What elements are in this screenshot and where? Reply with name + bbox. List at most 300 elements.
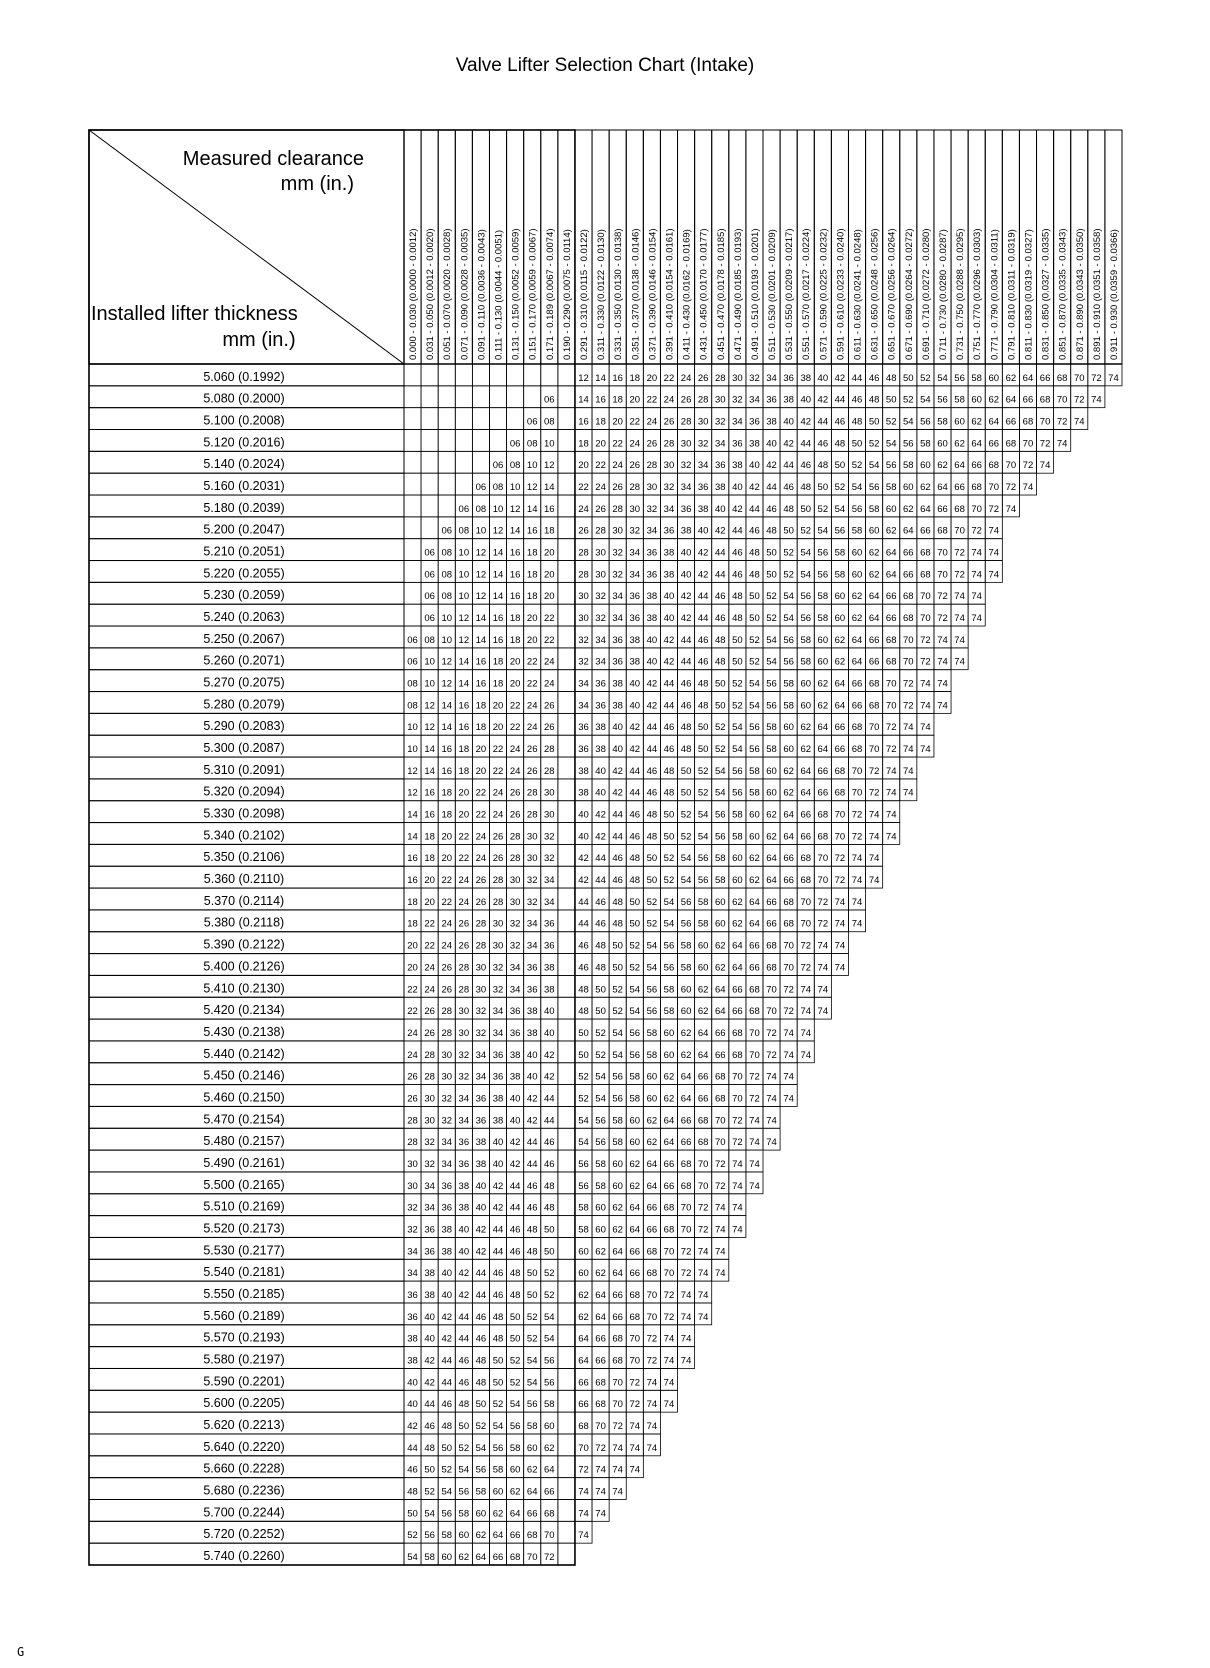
lifter-number: 74	[954, 656, 965, 668]
lifter-number: 12	[458, 634, 470, 646]
lifter-number: 56	[526, 1399, 538, 1411]
clearance-range-label: 0.791 - 0.810 (0.0311 - 0.0319)	[1006, 229, 1018, 360]
lifter-number: 60	[629, 1137, 641, 1149]
lifter-thickness-label: 5.200 (0.2047)	[203, 522, 285, 537]
lifter-number: 74	[629, 1420, 641, 1432]
lifter-number: 54	[475, 1442, 487, 1454]
lifter-number: 22	[595, 460, 606, 472]
lifter-number: 22	[544, 634, 555, 646]
lifter-number: 74	[578, 1508, 589, 1520]
lifter-number: 58	[766, 722, 777, 734]
lifter-number: 66	[1022, 394, 1034, 406]
lifter-thickness-label: 5.260 (0.2071)	[203, 653, 285, 668]
lifter-number: 66	[663, 1180, 675, 1192]
lifter-number: 50	[629, 918, 641, 930]
lifter-number: 66	[817, 787, 829, 799]
lifter-number: 06	[458, 503, 470, 515]
lifter-number: 46	[680, 678, 692, 690]
lifter-number: 74	[766, 1071, 777, 1083]
lifter-number: 38	[407, 1333, 418, 1345]
lifter-number: 58	[697, 918, 709, 930]
lifter-number: 58	[817, 613, 829, 625]
lifter-number: 30	[595, 547, 606, 559]
lifter-thickness-label: 5.460 (0.2150)	[203, 1090, 285, 1105]
lifter-number: 40	[475, 1202, 487, 1214]
lifter-number: 10	[441, 634, 453, 646]
lifter-number: 34	[458, 1115, 470, 1127]
lifter-number: 74	[680, 1355, 692, 1367]
lifter-number: 70	[920, 591, 931, 603]
lifter-number: 72	[988, 503, 1000, 515]
lifter-number: 66	[714, 1049, 726, 1061]
lifter-number: 70	[937, 569, 948, 581]
lifter-number: 36	[646, 569, 658, 581]
lifter-number: 54	[544, 1311, 555, 1323]
lifter-number: 40	[680, 547, 692, 559]
lifter-number: 62	[783, 787, 794, 799]
lifter-thickness-label: 5.590 (0.2201)	[203, 1374, 285, 1389]
lifter-number: 34	[732, 416, 743, 428]
lifter-number: 18	[526, 547, 538, 559]
lifter-number: 36	[766, 394, 777, 406]
clearance-range-label: 0.591 - 0.610 (0.0233 - 0.0240)	[835, 228, 847, 360]
lifter-number: 58	[680, 962, 692, 974]
lifter-number: 52	[714, 722, 726, 734]
lifter-number: 14	[492, 547, 504, 559]
lifter-number: 50	[714, 700, 726, 712]
lifter-number: 40	[595, 765, 606, 777]
lifter-number: 74	[578, 1530, 589, 1542]
lifter-number: 74	[851, 875, 863, 887]
lifter-number: 74	[988, 525, 1000, 537]
lifter-number: 08	[407, 700, 418, 712]
lifter-number: 66	[663, 1158, 675, 1170]
lifter-number: 18	[492, 656, 504, 668]
lifter-number: 38	[595, 744, 606, 756]
lifter-number: 70	[800, 918, 812, 930]
lifter-number: 18	[526, 591, 538, 603]
lifter-number: 30	[526, 853, 538, 865]
lifter-number: 74	[851, 896, 863, 908]
lifter-thickness-label: 5.570 (0.2193)	[203, 1330, 285, 1345]
lifter-number: 40	[509, 1115, 521, 1127]
lifter-number: 18	[441, 809, 453, 821]
lifter-number: 44	[783, 460, 794, 472]
lifter-number: 26	[646, 438, 658, 450]
lifter-number: 66	[766, 896, 777, 908]
lifter-number: 46	[509, 1224, 521, 1236]
lifter-number: 18	[492, 678, 504, 690]
lifter-number: 68	[783, 896, 794, 908]
lifter-number: 26	[441, 984, 453, 996]
lifter-number: 60	[937, 438, 948, 450]
lifter-number: 48	[595, 962, 606, 974]
lifter-number: 64	[988, 416, 1000, 428]
lifter-number: 28	[595, 525, 606, 537]
lifter-number: 50	[612, 940, 623, 952]
clearance-range-label: 0.000 - 0.030 (0.0000 - 0.0012)	[408, 228, 420, 360]
lifter-number: 34	[509, 984, 521, 996]
lifter-number: 40	[492, 1158, 504, 1170]
grid-cell	[404, 539, 421, 561]
lifter-number: 16	[492, 634, 504, 646]
lifter-number: 56	[749, 722, 760, 734]
lifter-number: 36	[680, 503, 692, 515]
lifter-number: 38	[646, 591, 658, 603]
lifter-number: 26	[492, 853, 504, 865]
lifter-number: 36	[646, 547, 658, 559]
grid-cell	[472, 408, 489, 430]
lifter-number: 56	[868, 482, 880, 494]
lifter-number: 72	[646, 1355, 658, 1367]
lifter-number: 54	[817, 525, 829, 537]
lifter-number: 72	[612, 1420, 623, 1432]
lifter-number: 70	[1005, 460, 1017, 472]
lifter-number: 72	[1005, 482, 1017, 494]
lifter-number: 70	[954, 525, 965, 537]
lifter-number: 50	[578, 1027, 589, 1039]
lifter-number: 44	[526, 1158, 538, 1170]
lifter-number: 36	[612, 656, 623, 668]
clearance-range-label: 0.071 - 0.090 (0.0028 - 0.0035)	[459, 228, 471, 360]
lifter-number: 24	[424, 962, 435, 974]
lifter-number: 70	[697, 1158, 709, 1170]
lifter-thickness-label: 5.120 (0.2016)	[203, 435, 285, 450]
lifter-number: 42	[783, 438, 794, 450]
grid-cell	[558, 1128, 575, 1150]
grid-cell	[558, 801, 575, 823]
lifter-number: 46	[475, 1311, 487, 1323]
lifter-number: 12	[424, 700, 435, 712]
lifter-number: 16	[424, 809, 435, 821]
lifter-number: 44	[475, 1289, 487, 1301]
grid-cell	[489, 364, 506, 386]
lifter-thickness-label: 5.740 (0.2260)	[203, 1549, 285, 1563]
lifter-thickness-label: 5.680 (0.2236)	[203, 1483, 285, 1498]
lifter-number: 48	[612, 896, 623, 908]
lifter-number: 44	[424, 1399, 435, 1411]
lifter-number: 36	[441, 1202, 453, 1214]
lifter-number: 54	[766, 634, 777, 646]
lifter-number: 36	[526, 984, 538, 996]
lifter-number: 70	[1056, 394, 1068, 406]
lifter-thickness-label: 5.160 (0.2031)	[203, 479, 285, 494]
lifter-number: 14	[407, 831, 418, 843]
lifter-number: 32	[749, 372, 760, 384]
lifter-number: 34	[475, 1049, 487, 1061]
clearance-range-label: 0.491 - 0.510 (0.0193 - 0.0201)	[749, 228, 761, 360]
lifter-number: 42	[441, 1311, 453, 1323]
lifter-number: 10	[424, 656, 435, 668]
lifter-number: 74	[903, 722, 914, 734]
lifter-number: 06	[526, 416, 538, 428]
lifter-number: 74	[817, 984, 829, 996]
lifter-number: 28	[475, 940, 487, 952]
lifter-number: 70	[663, 1246, 675, 1258]
lifter-number: 38	[578, 765, 589, 777]
lifter-number: 74	[697, 1311, 709, 1323]
lifter-number: 26	[544, 700, 555, 712]
lifter-number: 40	[424, 1311, 435, 1323]
lifter-number: 62	[680, 1027, 692, 1039]
clearance-range-label: 0.351 - 0.370 (0.0138 - 0.0146)	[630, 228, 642, 360]
lifter-number: 62	[937, 460, 948, 472]
lifter-number: 26	[663, 416, 675, 428]
clearance-range-label: 0.651 - 0.670 (0.0256 - 0.0264)	[886, 228, 898, 360]
lifter-number: 56	[458, 1486, 470, 1498]
lifter-number: 66	[868, 634, 880, 646]
lifter-number: 06	[475, 482, 487, 494]
lifter-number: 74	[595, 1486, 606, 1498]
lifter-number: 74	[920, 722, 931, 734]
lifter-number: 62	[749, 853, 760, 865]
lifter-number: 20	[526, 634, 538, 646]
lifter-number: 74	[732, 1202, 743, 1214]
lifter-number: 60	[595, 1224, 606, 1236]
grid-cell	[558, 932, 575, 954]
grid-cell	[558, 713, 575, 735]
grid-cell	[558, 757, 575, 779]
lifter-number: 64	[766, 853, 777, 865]
lifter-number: 58	[834, 569, 846, 581]
lifter-number: 28	[509, 853, 521, 865]
lifter-number: 42	[526, 1115, 538, 1127]
lifter-number: 46	[663, 744, 675, 756]
lifter-number: 62	[595, 1246, 606, 1258]
lifter-number: 72	[920, 634, 931, 646]
lifter-number: 64	[697, 1027, 709, 1039]
lifter-number: 44	[595, 853, 606, 865]
lifter-number: 50	[424, 1464, 435, 1476]
lifter-number: 18	[424, 853, 435, 865]
clearance-range-label: 0.571 - 0.590 (0.0225 - 0.0232)	[818, 228, 830, 360]
lifter-number: 40	[578, 831, 589, 843]
lifter-number: 74	[937, 634, 948, 646]
lifter-number: 38	[526, 1006, 538, 1018]
lifter-number: 28	[526, 787, 538, 799]
lifter-number: 60	[578, 1246, 589, 1258]
lifter-number: 64	[800, 765, 812, 777]
lifter-number: 14	[407, 809, 418, 821]
grid-cell	[455, 451, 472, 473]
lifter-number: 66	[612, 1311, 623, 1323]
lifter-number: 68	[646, 1246, 658, 1258]
lifter-number: 54	[663, 896, 675, 908]
lifter-thickness-label: 5.450 (0.2146)	[203, 1068, 285, 1083]
lifter-number: 72	[680, 1268, 692, 1280]
lifter-number: 58	[646, 1027, 658, 1039]
lifter-number: 66	[749, 962, 760, 974]
lifter-number: 46	[492, 1268, 504, 1280]
lifter-number: 54	[697, 831, 709, 843]
lifter-number: 62	[749, 875, 760, 887]
lifter-number: 68	[714, 1071, 726, 1083]
lifter-number: 66	[834, 744, 846, 756]
lifter-number: 50	[595, 1006, 606, 1018]
lifter-number: 68	[595, 1377, 606, 1389]
lifter-number: 54	[834, 503, 846, 515]
lifter-number: 14	[492, 591, 504, 603]
lifter-number: 50	[868, 416, 880, 428]
lifter-number: 28	[697, 394, 709, 406]
lifter-number: 44	[509, 1202, 521, 1214]
lifter-number: 32	[646, 503, 658, 515]
lifter-number: 16	[509, 591, 521, 603]
lifter-number: 56	[920, 416, 931, 428]
lifter-number: 62	[954, 438, 965, 450]
measured-clearance-unit: mm (in.)	[280, 173, 354, 195]
lifter-number: 62	[783, 765, 794, 777]
grid-cell	[558, 582, 575, 604]
lifter-number: 56	[544, 1377, 555, 1389]
grid-cell	[524, 386, 541, 408]
lifter-thickness-label: 5.500 (0.2165)	[203, 1177, 285, 1192]
lifter-number: 50	[834, 460, 846, 472]
lifter-number: 16	[475, 656, 487, 668]
lifter-number: 20	[646, 372, 658, 384]
clearance-range-label: 0.871 - 0.890 (0.0343 - 0.0350)	[1074, 228, 1086, 360]
lifter-number: 46	[578, 962, 589, 974]
lifter-number: 44	[629, 787, 641, 799]
installed-thickness-label: Installed lifter thickness	[91, 303, 298, 325]
lifter-number: 40	[680, 569, 692, 581]
lifter-number: 38	[458, 1180, 470, 1192]
lifter-number: 36	[783, 372, 794, 384]
clearance-range-label: 0.311 - 0.330 (0.0122 - 0.0130)	[596, 229, 608, 360]
lifter-number: 64	[629, 1224, 641, 1236]
lifter-number: 68	[595, 1399, 606, 1411]
lifter-number: 22	[424, 918, 435, 930]
lifter-number: 58	[732, 831, 743, 843]
lifter-number: 52	[492, 1399, 504, 1411]
lifter-number: 28	[544, 744, 555, 756]
lifter-number: 70	[766, 984, 777, 996]
lifter-thickness-label: 5.180 (0.2039)	[203, 500, 285, 515]
lifter-number: 44	[646, 722, 658, 734]
lifter-number: 38	[544, 962, 555, 974]
lifter-number: 54	[920, 394, 931, 406]
installed-thickness-unit: mm (in.)	[222, 329, 296, 351]
grid-cell	[558, 473, 575, 495]
lifter-number: 44	[441, 1377, 453, 1389]
lifter-number: 54	[663, 918, 675, 930]
lifter-number: 20	[458, 787, 470, 799]
lifter-number: 26	[680, 394, 692, 406]
lifter-number: 34	[629, 547, 641, 559]
lifter-number: 32	[475, 1006, 487, 1018]
lifter-number: 68	[663, 1224, 675, 1236]
lifter-number: 70	[526, 1552, 538, 1563]
lifter-number: 74	[834, 918, 846, 930]
lifter-number: 44	[612, 831, 623, 843]
lifter-number: 56	[475, 1464, 487, 1476]
lifter-number: 60	[766, 765, 777, 777]
lifter-number: 50	[407, 1508, 418, 1520]
lifter-number: 38	[646, 613, 658, 625]
lifter-number: 42	[441, 1333, 453, 1345]
lifter-number: 64	[629, 1202, 641, 1214]
lifter-number: 42	[766, 460, 777, 472]
lifter-number: 74	[868, 831, 880, 843]
grid-cell	[558, 626, 575, 648]
lifter-number: 36	[629, 591, 641, 603]
lifter-number: 62	[629, 1158, 641, 1170]
lifter-number: 38	[441, 1246, 453, 1258]
lifter-number: 16	[578, 416, 589, 428]
lifter-number: 34	[424, 1202, 435, 1214]
lifter-number: 10	[509, 482, 521, 494]
lifter-number: 66	[629, 1246, 641, 1258]
grid-cell	[558, 735, 575, 757]
lifter-number: 34	[646, 525, 658, 537]
lifter-thickness-label: 5.540 (0.2181)	[203, 1265, 285, 1280]
lifter-number: 68	[937, 525, 948, 537]
lifter-thickness-label: 5.080 (0.2000)	[203, 391, 285, 406]
lifter-number: 48	[629, 875, 641, 887]
lifter-number: 42	[680, 613, 692, 625]
lifter-number: 36	[595, 678, 606, 690]
lifter-number: 54	[407, 1552, 418, 1563]
lifter-number: 14	[509, 525, 521, 537]
lifter-number: 52	[697, 787, 709, 799]
lifter-number: 30	[424, 1115, 435, 1127]
lifter-number: 12	[441, 678, 453, 690]
lifter-number: 66	[834, 722, 846, 734]
lifter-number: 66	[732, 984, 743, 996]
grid-cell	[558, 408, 575, 430]
lifter-number: 18	[509, 613, 521, 625]
lifter-number: 34	[697, 460, 709, 472]
lifter-number: 34	[766, 372, 777, 384]
lifter-number: 74	[646, 1399, 658, 1411]
lifter-number: 72	[697, 1202, 709, 1214]
lifter-number: 18	[407, 918, 418, 930]
lifter-number: 14	[458, 678, 470, 690]
lifter-number: 62	[544, 1442, 555, 1454]
lifter-number: 10	[475, 525, 487, 537]
lifter-number: 62	[834, 656, 846, 668]
lifter-number: 60	[749, 809, 760, 821]
lifter-number: 22	[458, 853, 470, 865]
lifter-number: 64	[868, 613, 880, 625]
lifter-number: 56	[578, 1180, 589, 1192]
lifter-number: 58	[424, 1552, 435, 1563]
lifter-number: 64	[578, 1355, 589, 1367]
grid-cell	[404, 386, 421, 408]
grid-cell	[507, 386, 524, 408]
lifter-number: 32	[544, 853, 555, 865]
lifter-number: 46	[509, 1246, 521, 1258]
lifter-number: 50	[441, 1442, 453, 1454]
lifter-number: 30	[509, 896, 521, 908]
lifter-number: 50	[458, 1420, 470, 1432]
lifter-number: 60	[834, 591, 846, 603]
lifter-number: 66	[697, 1093, 709, 1105]
lifter-number: 28	[578, 569, 589, 581]
lifter-number: 62	[817, 700, 829, 712]
lifter-number: 42	[407, 1420, 418, 1432]
lifter-number: 20	[492, 722, 504, 734]
lifter-number: 38	[492, 1115, 504, 1127]
lifter-number: 72	[954, 547, 965, 559]
lifter-number: 36	[544, 940, 555, 952]
lifter-number: 66	[629, 1268, 641, 1280]
lifter-number: 64	[1005, 394, 1017, 406]
lifter-number: 32	[544, 831, 555, 843]
lifter-number: 50	[732, 634, 743, 646]
lifter-number: 46	[817, 438, 829, 450]
lifter-number: 44	[766, 482, 777, 494]
